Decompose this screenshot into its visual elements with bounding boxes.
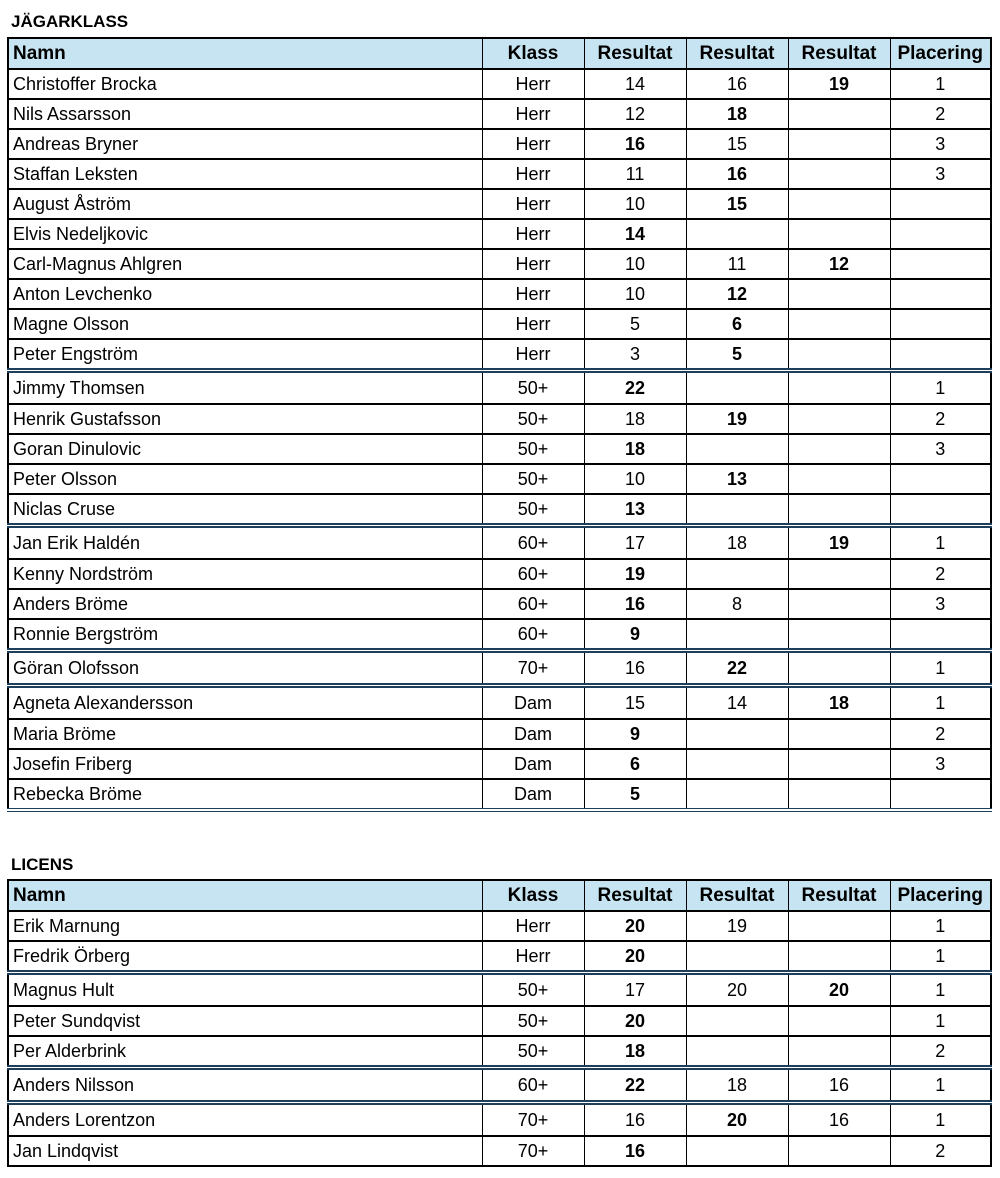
table-row — [8, 69, 991, 99]
cell-klass: Herr — [482, 249, 584, 279]
table-row — [8, 464, 991, 494]
cell-placering: 3 — [890, 434, 991, 464]
table-row — [8, 686, 991, 720]
cell-resultat-1: 16 — [584, 129, 686, 159]
header-row — [8, 38, 991, 69]
table-row — [8, 941, 991, 973]
cell-namn: Rebecka Bröme — [8, 779, 482, 810]
cell-resultat-2: 20 — [686, 1103, 788, 1137]
cell-resultat-3 — [788, 159, 890, 189]
cell-placering: 1 — [890, 69, 991, 99]
cell-resultat-3 — [788, 129, 890, 159]
cell-resultat-3 — [788, 189, 890, 219]
section-title-licens: LICENS — [11, 855, 74, 874]
table-row — [8, 651, 991, 686]
cell-resultat-3 — [788, 434, 890, 464]
table-row — [8, 494, 991, 526]
cell-resultat-2: 19 — [686, 911, 788, 941]
cell-placering — [890, 309, 991, 339]
cell-resultat-1: 14 — [584, 69, 686, 99]
cell-resultat-3 — [788, 1136, 890, 1166]
cell-resultat-1: 10 — [584, 189, 686, 219]
cell-resultat-2 — [686, 1006, 788, 1036]
cell-resultat-1: 17 — [584, 526, 686, 560]
cell-namn: Niclas Cruse — [8, 494, 482, 526]
cell-namn: Agneta Alexandersson — [8, 686, 482, 720]
cell-resultat-3 — [788, 559, 890, 589]
cell-resultat-1: 16 — [584, 1103, 686, 1137]
cell-placering — [890, 279, 991, 309]
cell-resultat-2: 16 — [686, 159, 788, 189]
table-row — [8, 526, 991, 560]
cell-resultat-3 — [788, 1006, 890, 1036]
cell-resultat-2 — [686, 1036, 788, 1068]
cell-resultat-2 — [686, 749, 788, 779]
cell-placering: 1 — [890, 973, 991, 1007]
cell-klass: 50+ — [482, 434, 584, 464]
cell-resultat-1: 20 — [584, 1006, 686, 1036]
cell-namn: Elvis Nedeljkovic — [8, 219, 482, 249]
header-klass: Klass — [482, 38, 584, 69]
cell-klass: 50+ — [482, 1006, 584, 1036]
cell-resultat-1: 5 — [584, 309, 686, 339]
table-row — [8, 339, 991, 371]
cell-klass: Herr — [482, 189, 584, 219]
table-row — [8, 279, 991, 309]
cell-resultat-1: 12 — [584, 99, 686, 129]
cell-namn: Fredrik Örberg — [8, 941, 482, 973]
cell-resultat-1: 16 — [584, 651, 686, 686]
cell-placering: 1 — [890, 911, 991, 941]
cell-resultat-1: 15 — [584, 686, 686, 720]
cell-placering: 1 — [890, 1068, 991, 1103]
cell-resultat-2: 19 — [686, 404, 788, 434]
cell-klass: Herr — [482, 69, 584, 99]
cell-resultat-3 — [788, 371, 890, 405]
table-row — [8, 189, 991, 219]
cell-resultat-3 — [788, 911, 890, 941]
cell-namn: Jimmy Thomsen — [8, 371, 482, 405]
table-row — [8, 779, 991, 810]
table-row — [8, 371, 991, 405]
cell-namn: Göran Olofsson — [8, 651, 482, 686]
cell-namn: Peter Sundqvist — [8, 1006, 482, 1036]
cell-resultat-2: 11 — [686, 249, 788, 279]
cell-resultat-1: 20 — [584, 941, 686, 973]
cell-klass: 50+ — [482, 404, 584, 434]
cell-resultat-2: 18 — [686, 1068, 788, 1103]
cell-klass: Herr — [482, 911, 584, 941]
table-row — [8, 1006, 991, 1036]
header-resultat-3: Resultat — [788, 880, 890, 911]
cell-klass: 50+ — [482, 371, 584, 405]
cell-resultat-2 — [686, 371, 788, 405]
header-placering: Placering — [890, 38, 991, 69]
table-row — [8, 1136, 991, 1166]
cell-resultat-1: 14 — [584, 219, 686, 249]
table-row — [8, 1036, 991, 1068]
cell-resultat-1: 5 — [584, 779, 686, 810]
cell-namn: Magne Olsson — [8, 309, 482, 339]
table-row — [8, 973, 991, 1007]
cell-placering — [890, 779, 991, 810]
cell-placering: 3 — [890, 129, 991, 159]
table-row — [8, 589, 991, 619]
cell-namn: Anders Bröme — [8, 589, 482, 619]
header-resultat-1: Resultat — [584, 880, 686, 911]
table-row — [8, 1103, 991, 1137]
cell-placering — [890, 249, 991, 279]
cell-namn: Erik Marnung — [8, 911, 482, 941]
cell-namn: Carl-Magnus Ahlgren — [8, 249, 482, 279]
table-row — [8, 911, 991, 941]
cell-resultat-2 — [686, 559, 788, 589]
cell-klass: Dam — [482, 686, 584, 720]
cell-placering: 1 — [890, 371, 991, 405]
cell-resultat-1: 10 — [584, 464, 686, 494]
cell-placering: 2 — [890, 719, 991, 749]
table-row — [8, 619, 991, 651]
results-table-jagarklass — [7, 37, 992, 812]
cell-placering — [890, 339, 991, 371]
cell-resultat-3: 16 — [788, 1103, 890, 1137]
cell-placering: 2 — [890, 404, 991, 434]
cell-resultat-1: 19 — [584, 559, 686, 589]
cell-namn: Magnus Hult — [8, 973, 482, 1007]
cell-namn: Anders Lorentzon — [8, 1103, 482, 1137]
cell-klass: Herr — [482, 99, 584, 129]
cell-resultat-2: 13 — [686, 464, 788, 494]
cell-namn: Andreas Bryner — [8, 129, 482, 159]
header-namn: Namn — [8, 880, 482, 911]
cell-resultat-1: 20 — [584, 911, 686, 941]
cell-klass: 70+ — [482, 1103, 584, 1137]
cell-placering: 3 — [890, 749, 991, 779]
cell-namn: August Åström — [8, 189, 482, 219]
cell-placering: 1 — [890, 651, 991, 686]
cell-resultat-2 — [686, 434, 788, 464]
cell-resultat-3: 19 — [788, 526, 890, 560]
header-row — [8, 880, 991, 911]
cell-resultat-3 — [788, 1036, 890, 1068]
cell-resultat-2: 18 — [686, 99, 788, 129]
cell-placering: 2 — [890, 559, 991, 589]
cell-klass: Herr — [482, 339, 584, 371]
cell-resultat-2: 6 — [686, 309, 788, 339]
cell-klass: 50+ — [482, 973, 584, 1007]
table-row — [8, 159, 991, 189]
cell-placering: 2 — [890, 1136, 991, 1166]
cell-resultat-2: 14 — [686, 686, 788, 720]
cell-resultat-1: 22 — [584, 371, 686, 405]
cell-klass: 70+ — [482, 651, 584, 686]
cell-resultat-1: 18 — [584, 404, 686, 434]
cell-resultat-1: 17 — [584, 973, 686, 1007]
cell-namn: Kenny Nordström — [8, 559, 482, 589]
cell-klass: 60+ — [482, 619, 584, 651]
cell-namn: Christoffer Brocka — [8, 69, 482, 99]
table-row — [8, 219, 991, 249]
table-row — [8, 129, 991, 159]
cell-namn: Peter Engström — [8, 339, 482, 371]
cell-placering — [890, 619, 991, 651]
cell-klass: Herr — [482, 159, 584, 189]
cell-klass: 50+ — [482, 1036, 584, 1068]
cell-resultat-3 — [788, 464, 890, 494]
section-title-jagarklass: JÄGARKLASS — [11, 12, 129, 31]
table-row — [8, 309, 991, 339]
cell-resultat-1: 16 — [584, 589, 686, 619]
cell-namn: Nils Assarsson — [8, 99, 482, 129]
cell-namn: Henrik Gustafsson — [8, 404, 482, 434]
cell-placering: 1 — [890, 1006, 991, 1036]
cell-resultat-2 — [686, 494, 788, 526]
cell-placering — [890, 189, 991, 219]
cell-resultat-2: 18 — [686, 526, 788, 560]
cell-resultat-1: 9 — [584, 719, 686, 749]
cell-resultat-3: 18 — [788, 686, 890, 720]
cell-namn: Peter Olsson — [8, 464, 482, 494]
cell-resultat-2 — [686, 719, 788, 749]
table-row — [8, 719, 991, 749]
cell-resultat-2: 22 — [686, 651, 788, 686]
header-resultat-1: Resultat — [584, 38, 686, 69]
cell-namn: Jan Lindqvist — [8, 1136, 482, 1166]
cell-namn: Staffan Leksten — [8, 159, 482, 189]
results-table-licens — [7, 879, 992, 1167]
cell-resultat-2: 16 — [686, 69, 788, 99]
cell-resultat-3 — [788, 589, 890, 619]
cell-klass: Dam — [482, 749, 584, 779]
cell-resultat-2: 5 — [686, 339, 788, 371]
cell-resultat-1: 22 — [584, 1068, 686, 1103]
cell-resultat-3 — [788, 219, 890, 249]
table-body — [8, 911, 991, 1166]
cell-resultat-1: 10 — [584, 249, 686, 279]
cell-klass: Herr — [482, 309, 584, 339]
cell-resultat-1: 13 — [584, 494, 686, 526]
cell-resultat-2: 15 — [686, 189, 788, 219]
cell-resultat-2: 12 — [686, 279, 788, 309]
table-row — [8, 99, 991, 129]
cell-klass: Herr — [482, 279, 584, 309]
cell-resultat-1: 9 — [584, 619, 686, 651]
cell-resultat-3 — [788, 339, 890, 371]
cell-resultat-2 — [686, 219, 788, 249]
cell-resultat-2: 15 — [686, 129, 788, 159]
cell-namn: Anton Levchenko — [8, 279, 482, 309]
table-row — [8, 249, 991, 279]
cell-namn: Per Alderbrink — [8, 1036, 482, 1068]
cell-resultat-1: 18 — [584, 1036, 686, 1068]
cell-klass: 70+ — [482, 1136, 584, 1166]
cell-resultat-3 — [788, 779, 890, 810]
cell-klass: Dam — [482, 719, 584, 749]
cell-placering: 1 — [890, 941, 991, 973]
cell-placering: 2 — [890, 1036, 991, 1068]
cell-resultat-2 — [686, 1136, 788, 1166]
cell-klass: Herr — [482, 219, 584, 249]
header-namn: Namn — [8, 38, 482, 69]
cell-klass: 60+ — [482, 589, 584, 619]
cell-resultat-3: 16 — [788, 1068, 890, 1103]
cell-resultat-2: 8 — [686, 589, 788, 619]
cell-resultat-3 — [788, 651, 890, 686]
cell-resultat-3 — [788, 99, 890, 129]
cell-resultat-1: 16 — [584, 1136, 686, 1166]
cell-resultat-1: 11 — [584, 159, 686, 189]
cell-klass: Herr — [482, 941, 584, 973]
cell-namn: Josefin Friberg — [8, 749, 482, 779]
cell-resultat-1: 18 — [584, 434, 686, 464]
cell-placering — [890, 464, 991, 494]
cell-placering: 3 — [890, 159, 991, 189]
cell-resultat-2: 20 — [686, 973, 788, 1007]
cell-placering: 1 — [890, 686, 991, 720]
cell-resultat-3 — [788, 941, 890, 973]
cell-namn: Ronnie Bergström — [8, 619, 482, 651]
cell-resultat-2 — [686, 619, 788, 651]
table-row — [8, 404, 991, 434]
table-row — [8, 749, 991, 779]
header-resultat-3: Resultat — [788, 38, 890, 69]
cell-klass: Herr — [482, 129, 584, 159]
cell-resultat-3 — [788, 309, 890, 339]
header-resultat-2: Resultat — [686, 38, 788, 69]
table-row — [8, 559, 991, 589]
cell-placering: 3 — [890, 589, 991, 619]
cell-namn: Anders Nilsson — [8, 1068, 482, 1103]
cell-placering: 2 — [890, 99, 991, 129]
cell-resultat-3 — [788, 749, 890, 779]
cell-resultat-2 — [686, 779, 788, 810]
cell-resultat-3 — [788, 719, 890, 749]
table-row — [8, 1068, 991, 1103]
header-klass: Klass — [482, 880, 584, 911]
cell-resultat-3: 12 — [788, 249, 890, 279]
cell-resultat-3: 20 — [788, 973, 890, 1007]
cell-klass: 60+ — [482, 526, 584, 560]
cell-klass: 50+ — [482, 494, 584, 526]
table-row — [8, 434, 991, 464]
cell-klass: 50+ — [482, 464, 584, 494]
cell-resultat-1: 10 — [584, 279, 686, 309]
cell-placering — [890, 494, 991, 526]
cell-placering: 1 — [890, 526, 991, 560]
cell-klass: Dam — [482, 779, 584, 810]
cell-resultat-2 — [686, 941, 788, 973]
cell-namn: Maria Bröme — [8, 719, 482, 749]
cell-resultat-3 — [788, 494, 890, 526]
table-body — [8, 69, 991, 810]
cell-resultat-3 — [788, 404, 890, 434]
header-resultat-2: Resultat — [686, 880, 788, 911]
cell-klass: 60+ — [482, 1068, 584, 1103]
cell-placering — [890, 219, 991, 249]
cell-resultat-3 — [788, 619, 890, 651]
cell-resultat-1: 3 — [584, 339, 686, 371]
cell-resultat-3: 19 — [788, 69, 890, 99]
cell-namn: Goran Dinulovic — [8, 434, 482, 464]
cell-resultat-3 — [788, 279, 890, 309]
cell-namn: Jan Erik Haldén — [8, 526, 482, 560]
cell-resultat-1: 6 — [584, 749, 686, 779]
cell-klass: 60+ — [482, 559, 584, 589]
header-placering: Placering — [890, 880, 991, 911]
cell-placering: 1 — [890, 1103, 991, 1137]
